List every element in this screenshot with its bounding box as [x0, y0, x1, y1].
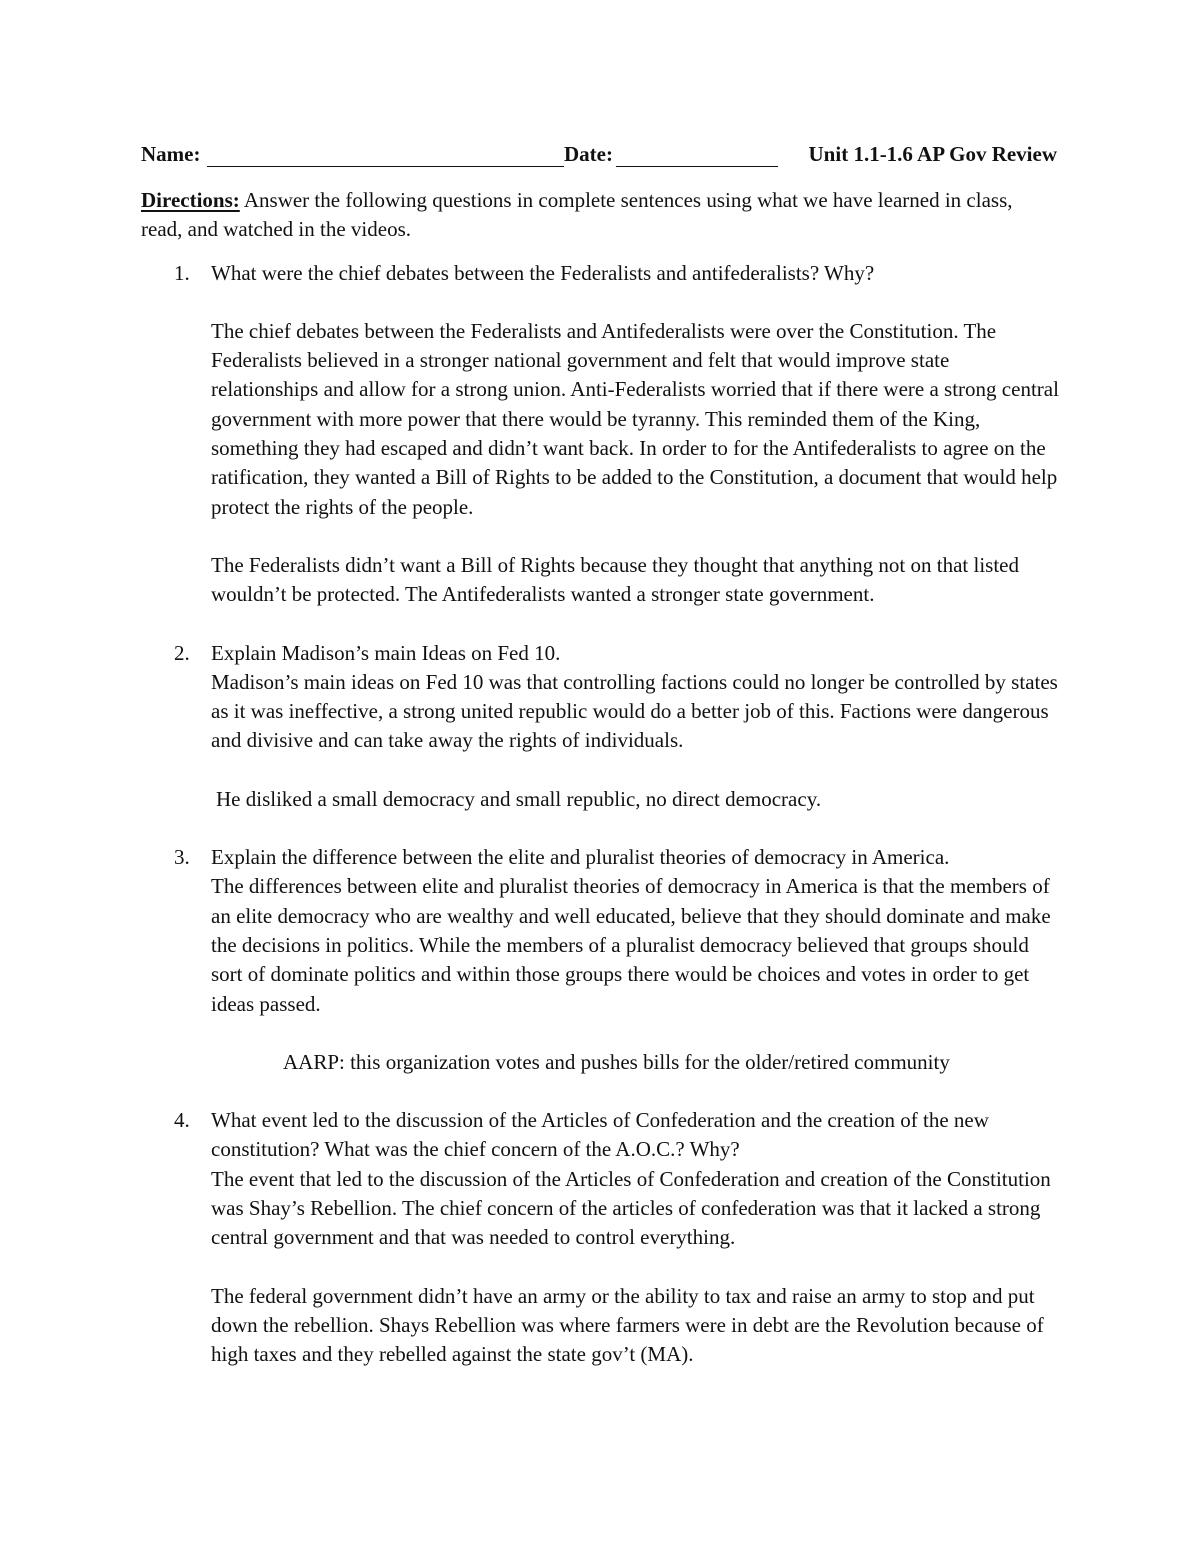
question-prompt: What event led to the discussion of the Articles of Confederation and the creation of the new constitution? What was the chief concern of the A.O.C.? Why?	[211, 1108, 989, 1162]
answer-paragraph: The chief debates between the Federalists and Antifederalists were over the Constitution. The Federalists believed in a stronger national government and felt that would improve state relationships and allow for a strong union. Anti-Federalists worried that if there were a strong central government with more power that there would be tyranny. This reminded them of the King, something they had escaped and didn’t want back. In order to for the Antifederalists to agree on the ratification, they wanted a Bill of Rights to be added to the Constitution, a document that would help protect the rights of the people.	[211, 318, 1059, 519]
question-number: 2.	[174, 640, 190, 665]
worksheet-header	[141, 140, 1061, 172]
directions-label: Directions:	[141, 188, 240, 212]
question-1	[141, 259, 1061, 610]
question-4	[141, 1106, 1061, 1369]
answer-paragraph: The federal government didn’t have an army or the ability to tax and raise an army to stop and put down the rebellion. Shays Rebellion was where farmers were in debt are the Revolution because of high taxes and they rebelled against the state gov’t (MA).	[211, 1283, 1044, 1367]
question-number: 3.	[174, 845, 190, 870]
answer-paragraph: AARP: this organization votes and pushes bills for the older/retired community	[283, 1049, 950, 1074]
question-number: 4.	[174, 1108, 190, 1133]
question-number: 1.	[174, 260, 190, 285]
date-blank-line	[616, 140, 778, 167]
question-prompt: Explain the difference between the elite and pluralist theories of democracy in America.	[211, 845, 950, 870]
answer-paragraph: The event that led to the discussion of the Articles of Confederation and creation of the Constitution was Shay’s Rebellion. The chief concern of the articles of confederation was that it lacked a strong central government and that was needed to control everything.	[211, 1166, 1051, 1250]
name-label: Name:	[141, 142, 201, 166]
directions	[141, 186, 1041, 245]
question-prompt: Explain Madison’s main Ideas on Fed 10.	[211, 640, 561, 665]
answer-paragraph: The differences between elite and pluralist theories of democracy in America is that the members of an elite democracy who are wealthy and well educated, believe that they should dominate and make the decisions in politics. While the members of a pluralist democracy believed that groups should sort of dominate politics and within those groups there would be choices and votes in order to get ideas passed.	[211, 874, 1051, 1016]
directions-text: Answer the following questions in complete sentences using what we have learned in class, read, and watched in the videos.	[141, 188, 1013, 242]
question-2	[141, 639, 1061, 814]
question-list	[141, 259, 1061, 1370]
answer-paragraph: The Federalists didn’t want a Bill of Rights because they thought that anything not on that listed wouldn’t be protected. The Antifederalists wanted a stronger state government.	[211, 552, 1019, 607]
question-prompt: What were the chief debates between the Federalists and antifederalists? Why?	[211, 260, 875, 285]
answer-paragraph: Madison’s main ideas on Fed 10 was that controlling factions could no longer be controlled by states as it was ineffective, a strong united republic would do a better job of this. Factions were dangerous and divisive and can take away the rights of individuals.	[211, 669, 1058, 753]
question-3	[141, 843, 1061, 1077]
answer-paragraph: He disliked a small democracy and small republic, no direct democracy.	[216, 786, 822, 811]
worksheet-page	[141, 140, 1061, 1370]
date-label: Date:	[564, 142, 613, 166]
unit-title: Unit 1.1-1.6 AP Gov Review	[808, 142, 1057, 166]
name-blank-line	[207, 140, 564, 167]
